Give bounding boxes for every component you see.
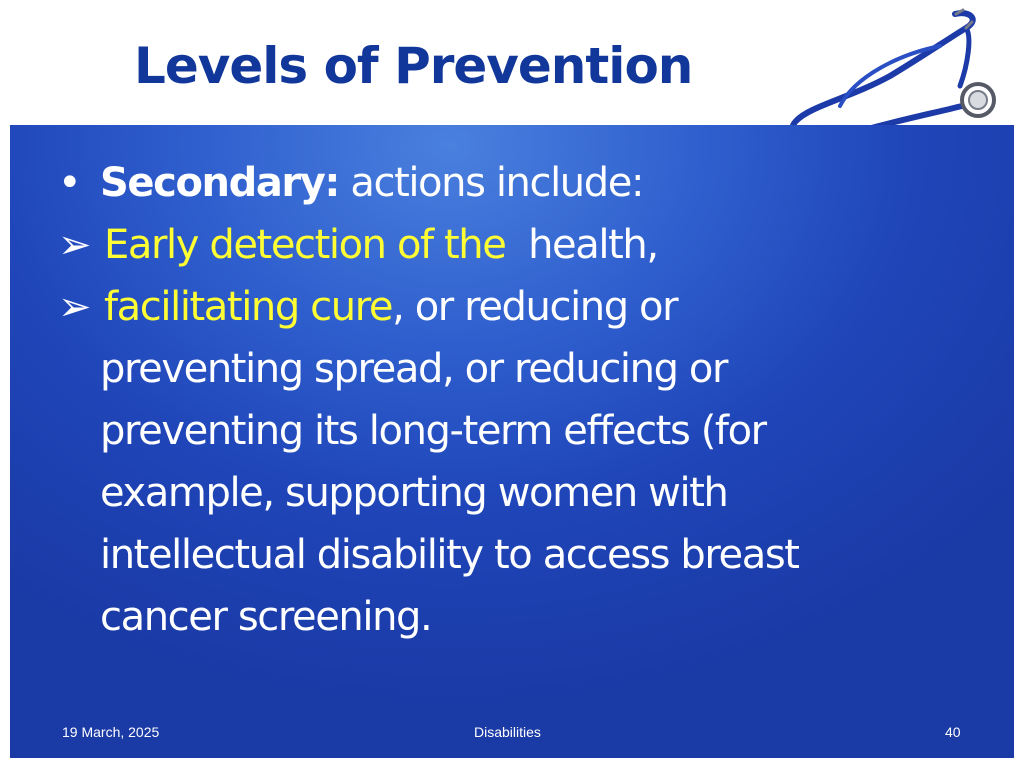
bullet-text: actions include: bbox=[350, 160, 644, 206]
arrow-bullet-icon: ➢ bbox=[58, 284, 91, 330]
bullet-early-detection bbox=[58, 214, 958, 276]
bullet-secondary bbox=[58, 152, 958, 214]
bullet-facilitating-cure bbox=[58, 276, 958, 338]
bullet-continuation-line: intellectual disability to access breast bbox=[100, 532, 799, 578]
footer-date: 19 March, 2025 bbox=[62, 724, 160, 740]
bullet-text: , or reducing or bbox=[392, 284, 678, 330]
bullet-continuation-line: cancer screening. bbox=[100, 594, 432, 640]
footer-title: Disabilities bbox=[474, 724, 541, 740]
highlight-text: Early detection of the bbox=[104, 222, 506, 268]
bullet-continuation-line: preventing its long-term effects (for bbox=[100, 408, 766, 454]
bullet-continuation-line: preventing spread, or reducing or bbox=[100, 346, 728, 392]
bullet-label: Secondary: bbox=[100, 160, 340, 206]
footer-page-number: 40 bbox=[945, 724, 961, 740]
slide-title: Levels of Prevention bbox=[134, 37, 693, 95]
arrow-bullet-icon: ➢ bbox=[58, 222, 91, 268]
slide-body bbox=[58, 152, 958, 648]
bullet-dot-icon: • bbox=[58, 160, 81, 206]
bullet-continuation-line: example, supporting women with bbox=[100, 470, 728, 516]
bullet-text: health, bbox=[528, 222, 658, 268]
highlight-text: facilitating cure bbox=[104, 284, 393, 330]
